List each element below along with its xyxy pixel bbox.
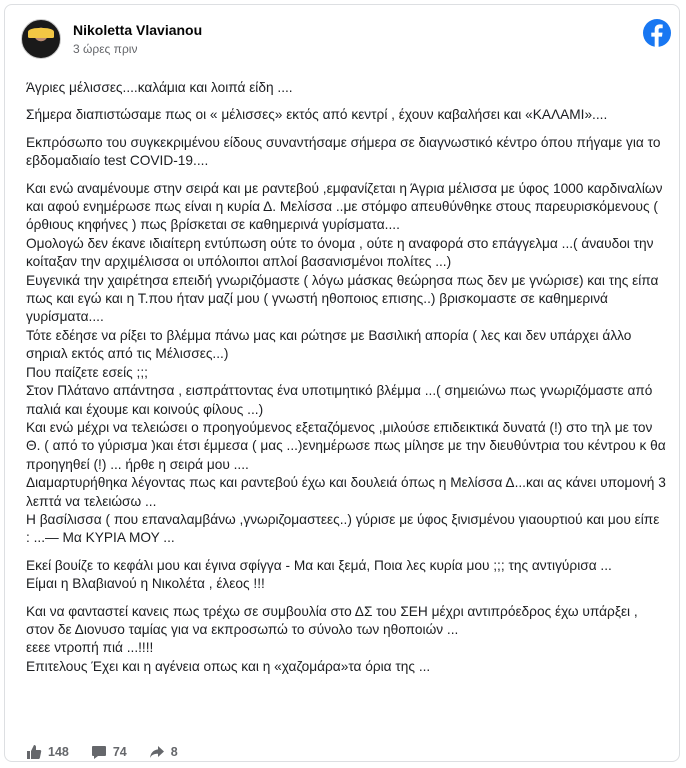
comment-icon bbox=[91, 744, 107, 760]
post-paragraph: Άγριες μέλισσες....καλάμια και λοιπά είδη .... bbox=[26, 80, 293, 95]
author-name[interactable]: Nikoletta Vlavianou bbox=[73, 22, 203, 38]
post-paragraph: Εκεί βουίζε το κεφάλι μου και έγινα σφίγγα - Μα και ξεμά, Ποια λες κυρία μου ;;; της αντιγύρισα ... Είμαι η Βλαβιανού η Νικολέτα , έλεος !!! bbox=[26, 557, 612, 592]
comment-count[interactable] bbox=[91, 744, 127, 760]
share-count[interactable] bbox=[149, 744, 178, 760]
post-text bbox=[26, 79, 666, 685]
post-paragraph: Και ενώ αναμένουμε στην σειρά και με ραντεβού ,εμφανίζεται η Άγρια μέλισσα με ύφος 1000 καρδιναλίων και αφού ενημέρωσε πως είναι η κυρία Δ. Μελίσσα ..με στόμφο απευθύνθηκε στους παρευρισκόμενους ( όρθιους κηφήνες ) πως βρίσκεται σε καθημερινά γυρίσματα.... Ομολογώ δεν έκανε ιδιαίτερη εντύπωση ούτε το όνομα , ούτε η αναφορά στο επάγγελμα ...( άναυδοι την κοίταξαν την αρχιμέλισσα οι υπόλοιποι απλοί βασανισμένοι πολίτες ...) Ευγενικά την χαιρέτησα επειδή γνωριζόμαστε ( λόγω μάσκας θεώρησα πως δεν με γνώρισε) και της είπα πως και εγώ και η Τ.που ήταν μαζί μου ( γνωστή ηθοποιος επισης..) βρισκομαστε σε καθημερινά γυρίσματα.... Τότε εδέησε να ρίξει το βλέμμα πάνω μας και ρώτησε με Βασιλική απορία ( λες και δεν υπάρχει άλλο σηριαλ εκτός από τις Μέλισσες...) Που παίζετε εσείς ;;; Στον Πλάτανο απάντησα , εισπράττοντας ένα υποτιμητικό βλέμμα ...( σημειώνω πως γνωριζόμαστε από παλιά και έχουμε και κοινούς φίλους ...) Και ενώ μέχρι να τελειώσει ο προηγούμενος εξεταζόμενος ,μιλούσε επιδεικτικά δυνατά (!) στο τηλ με τον Θ. ( από το γύρισμα )και έτσι έμμεσα ( μας ...)ενημέρωσε πως μίλησε με την διευθύντρια του κέντρου κ θα προηγηθεί (!) ... ήρθε η σειρά μου .... Διαμαρτυρήθηκα λέγοντας πως και ραντεβού έχω και δουλειά όπως η Μελίσσα Δ...και ας κάνει υπομονή 3 λεπτά να τελειώσω ... Η βασίλισσα ( που επαναλαμβάνω ,γνωριζομαστεες..) γύρισε με ύφος ξινισμένου γιαουρτιού και μου είπε : ...— Μα ΚΥΡΙΑ ΜΟΥ ... bbox=[26, 180, 666, 546]
post-paragraph: Και να φανταστεί κανεις πως τρέχω σε συμβουλία στο ΔΣ του ΣΕΗ μέχρι αντιπρόεδρος έχω υπάρξει , στον δε Διονυσο ταμίας για να εκπροσωπώ το σύνολο των ηθοποιών ... εεεε ντροπή πιά ...!!!! Επιτελους Έχει και η αγένεια οπως και η «χαζομάρα»τα όρια της ... bbox=[26, 603, 638, 674]
like-count[interactable] bbox=[26, 744, 69, 760]
share-count-value: 8 bbox=[170, 745, 178, 759]
post-card bbox=[4, 4, 680, 762]
comment-count-value: 74 bbox=[112, 745, 127, 759]
like-icon bbox=[26, 744, 42, 760]
avatar[interactable] bbox=[21, 19, 61, 59]
post-paragraph: Εκπρόσωπο του συγκεκριμένου είδους συναντήσαμε σήμερα σε διαγνωστικό κέντρο όπου πήγαμε για το εβδομαδιαίο test COVID-19.... bbox=[26, 134, 661, 169]
facebook-icon[interactable] bbox=[643, 19, 671, 47]
post-time[interactable]: 3 ώρες πριν bbox=[73, 42, 138, 56]
share-icon bbox=[149, 744, 165, 760]
post-stats bbox=[26, 743, 200, 761]
post-paragraph: Σήμερα διαπιστώσαμε πως οι « μέλισσες» εκτός από κεντρί , έχουν καβαλήσει και «ΚΑΛΑΜΙ».... bbox=[26, 107, 608, 123]
like-count-value: 148 bbox=[48, 745, 69, 759]
